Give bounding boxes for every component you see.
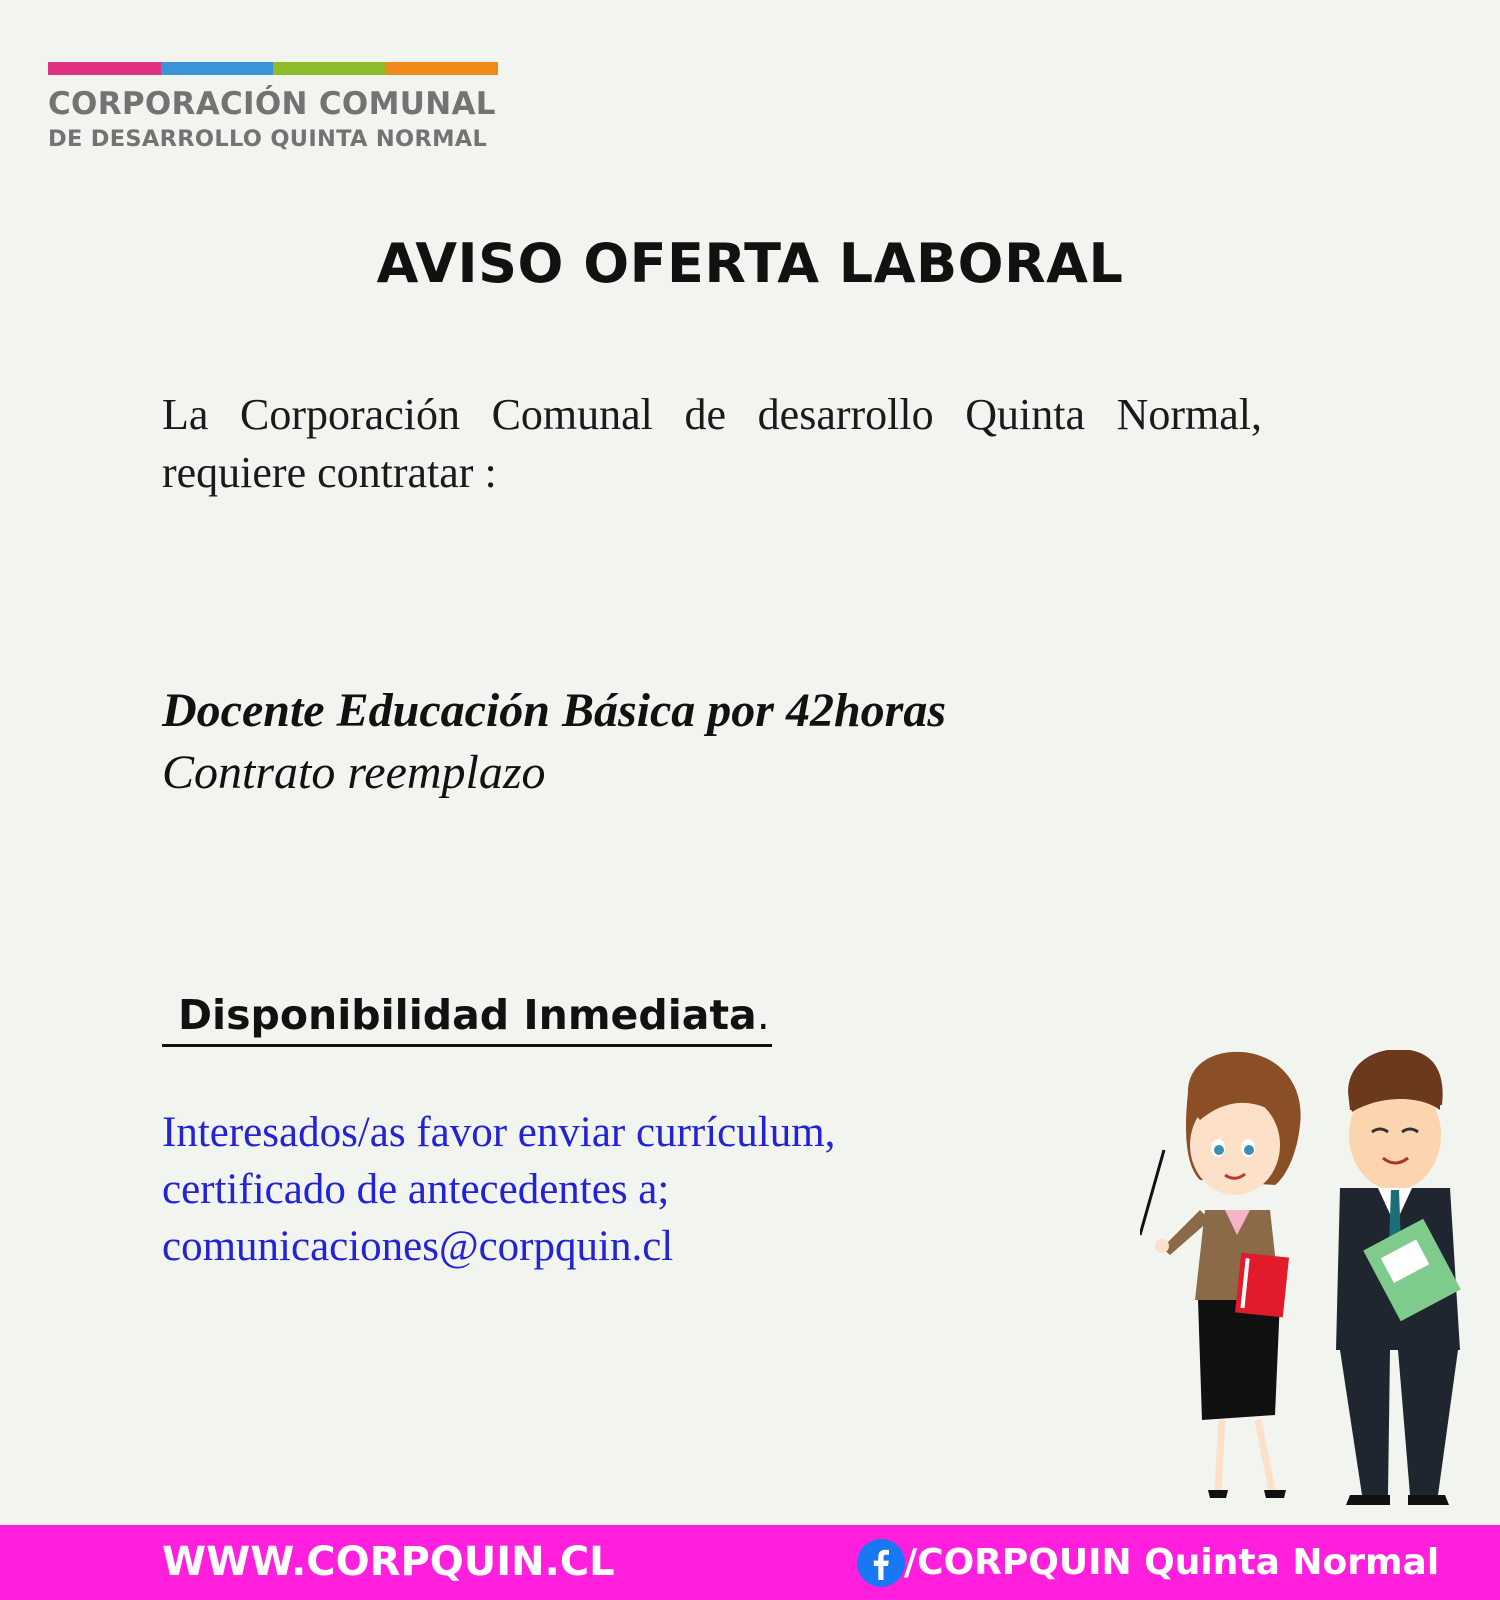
intro-line-1: La Corporación Comunal de desarrollo Quinta Normal, bbox=[162, 390, 1262, 439]
job-position bbox=[162, 680, 1162, 804]
contact-email[interactable]: comunicaciones@corpquin.cl bbox=[162, 1223, 674, 1270]
woman-teacher-figure bbox=[1140, 1052, 1301, 1498]
contact-line-2: certificado de antecedentes a; bbox=[162, 1166, 670, 1213]
contract-type: Contrato reemplazo bbox=[162, 746, 546, 799]
teachers-illustration bbox=[1140, 1050, 1500, 1525]
intro-line-2: requiere contratar : bbox=[162, 448, 497, 497]
logo-subtitle: DE DESARROLLO QUINTA NORMAL bbox=[48, 126, 488, 152]
contact-instructions bbox=[162, 1104, 1062, 1275]
website-link[interactable]: WWW.CORPQUIN.CL bbox=[162, 1539, 615, 1585]
man-teacher-figure bbox=[1336, 1050, 1461, 1505]
availability-notice bbox=[162, 990, 772, 1047]
contact-line-1: Interesados/as favor enviar currículum, bbox=[162, 1109, 836, 1156]
intro-paragraph bbox=[162, 386, 1262, 502]
logo-title: CORPORACIÓN COMUNAL bbox=[48, 86, 496, 122]
job-title: Docente Educación Básica por 42horas bbox=[162, 684, 947, 737]
facebook-page-link[interactable]: /CORPQUIN Quinta Normal bbox=[904, 1542, 1440, 1583]
facebook-icon bbox=[856, 1538, 906, 1588]
footer-bar bbox=[0, 1525, 1500, 1600]
availability-period: . bbox=[756, 991, 770, 1039]
organization-logo bbox=[48, 62, 498, 153]
page-title: AVISO OFERTA LABORAL bbox=[376, 232, 1124, 295]
availability-text: Disponibilidad Inmediata bbox=[178, 991, 757, 1039]
logo-color-bar bbox=[48, 62, 498, 75]
